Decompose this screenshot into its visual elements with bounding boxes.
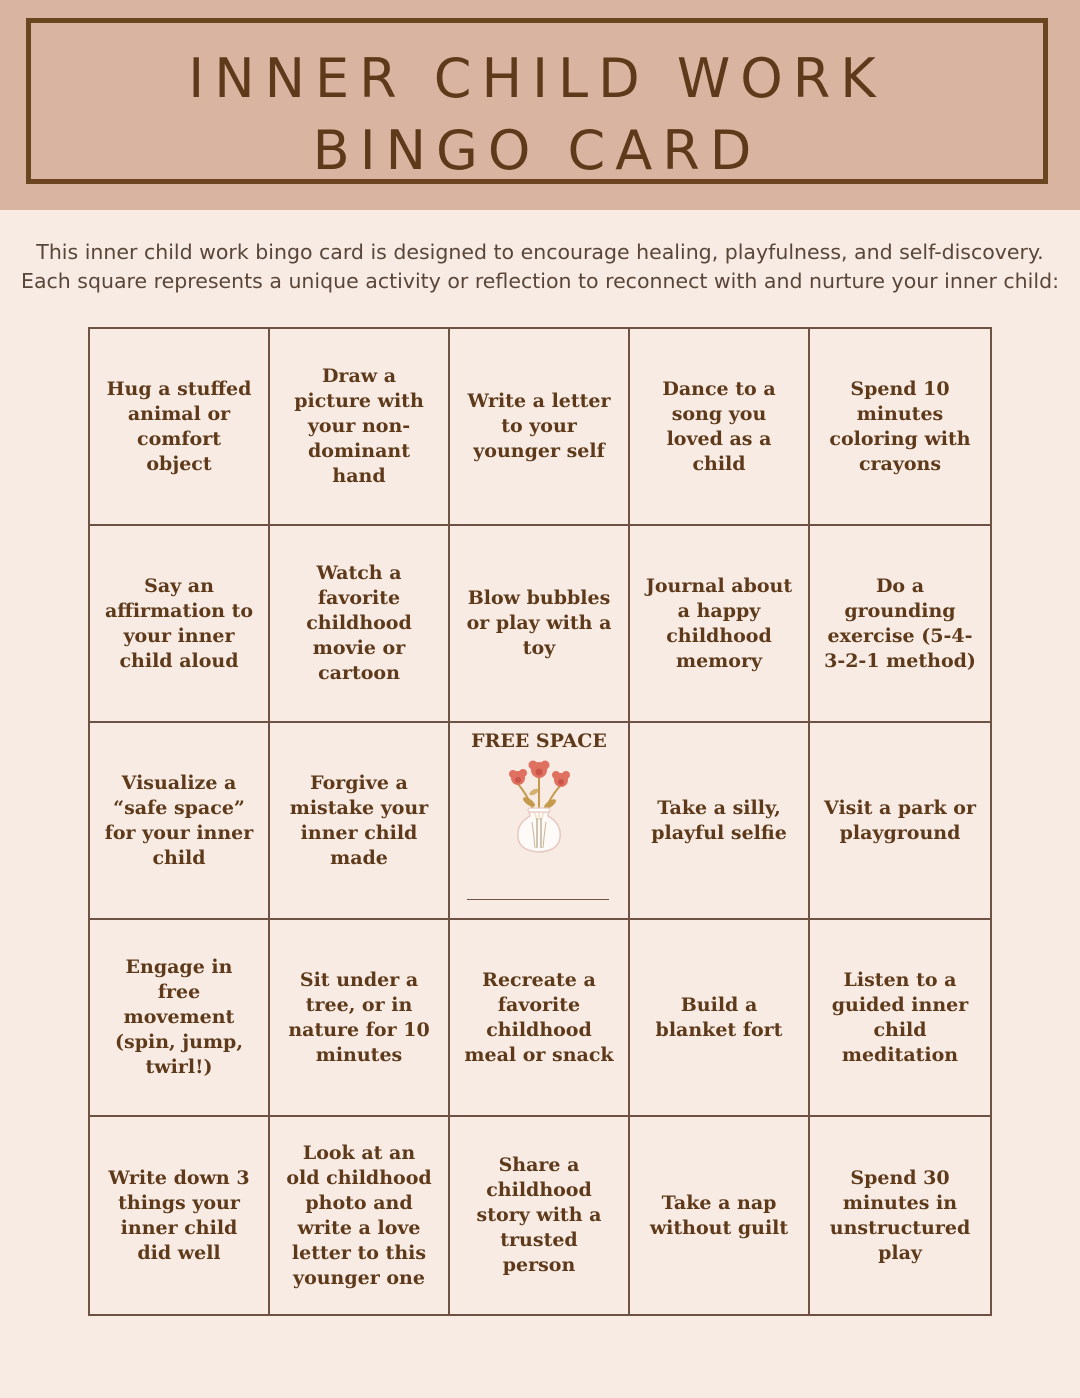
bingo-grid [88, 327, 992, 1316]
title-frame [26, 18, 1048, 184]
bingo-cell[interactable]: Engage in free movement (spin, jump, twirl!) [90, 920, 270, 1117]
signature-line [467, 899, 609, 900]
bingo-cell[interactable]: Listen to a guided inner child meditation [810, 920, 990, 1117]
title-line-1: INNER CHILD WORK [188, 47, 886, 110]
intro-line-1: This inner child work bingo card is designed to encourage healing, playfulness, and self-discovery. [36, 240, 1044, 264]
flower-vase-icon [504, 758, 574, 861]
bingo-cell[interactable]: Build a blanket fort [630, 920, 810, 1117]
bingo-cell[interactable]: Watch a favorite childhood movie or cartoon [270, 526, 450, 723]
bingo-cell[interactable]: Share a childhood story with a trusted person [450, 1117, 630, 1314]
free-space-cell[interactable] [450, 723, 630, 920]
intro-text [0, 238, 1080, 296]
free-space-label: FREE SPACE [471, 730, 607, 752]
bingo-cell[interactable]: Hug a stuffed animal or comfort object [90, 329, 270, 526]
header-band [0, 0, 1080, 210]
bingo-cell[interactable]: Take a nap without guilt [630, 1117, 810, 1314]
bingo-cell[interactable]: Journal about a happy childhood memory [630, 526, 810, 723]
bingo-cell[interactable]: Dance to a song you loved as a child [630, 329, 810, 526]
bingo-cell[interactable]: Write a letter to your younger self [450, 329, 630, 526]
bingo-cell[interactable]: Take a silly, playful selfie [630, 723, 810, 920]
intro-line-2: Each square represents a unique activity or reflection to reconnect with and nurture your inner child: [21, 269, 1059, 293]
bingo-cell[interactable]: Do a grounding exercise (5-4-3-2-1 method) [810, 526, 990, 723]
bingo-cell[interactable]: Visit a park or playground [810, 723, 990, 920]
bingo-cell[interactable]: Blow bubbles or play with a toy [450, 526, 630, 723]
bingo-cell[interactable]: Write down 3 things your inner child did well [90, 1117, 270, 1314]
bingo-cell[interactable]: Draw a picture with your non-dominant hand [270, 329, 450, 526]
title-line-2: BINGO CARD [312, 119, 762, 182]
bingo-cell[interactable]: Sit under a tree, or in nature for 10 minutes [270, 920, 450, 1117]
bingo-cell[interactable]: Spend 10 minutes coloring with crayons [810, 329, 990, 526]
bingo-cell[interactable]: Say an affirmation to your inner child aloud [90, 526, 270, 723]
bingo-cell[interactable]: Spend 30 minutes in unstructured play [829, 1166, 971, 1264]
bingo-cell[interactable]: Look at an old childhood photo and write a love letter to this younger one [270, 1117, 450, 1314]
bingo-cell[interactable]: Forgive a mistake your inner child made [270, 723, 450, 920]
bingo-cell[interactable]: Recreate a favorite childhood meal or snack [450, 920, 630, 1117]
bingo-cell[interactable]: Visualize a “safe space” for your inner child [90, 723, 270, 920]
